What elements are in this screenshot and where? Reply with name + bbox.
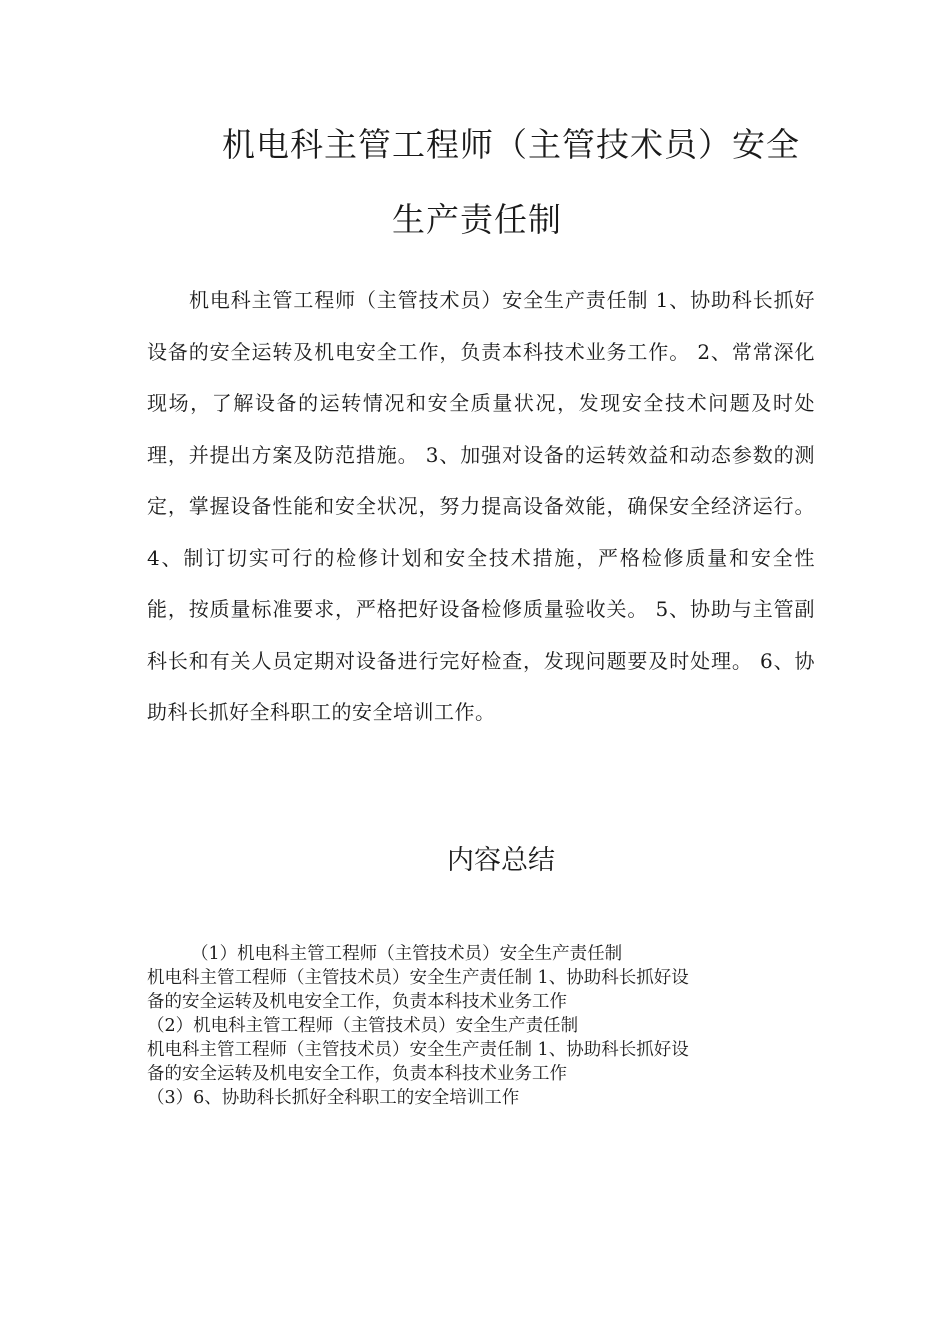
document-title-line-1: 机电科主管工程师（主管技术员）安全 <box>222 125 800 164</box>
summary-line: 备的安全运转及机电安全工作，负责本科技术业务工作 <box>147 1064 567 1084</box>
summary-line: 机电科主管工程师（主管技术员）安全生产责任制 1、协助科长抓好设 <box>147 1040 689 1060</box>
document-title-line-2: 生产责任制 <box>392 200 562 239</box>
document-body-paragraph: 机电科主管工程师（主管技术员）安全生产责任制 1、协助科长抓好设备的安全运转及机电安全工作，负责本科技术业务工作。 2、常常深化现场，了解设备的运转情况和安全质量状况，发现安全技术问题及时处理，并提出方案及防范措施。 3、加强对设备的运转效益和动态参数的测定，掌握设备性能和安全状况，努力提高设备效能，确保安全经济运行。 4、制订切实可行的检修计划和安全技术措施，严格检修质量和安全性能，按质量标准要求，严格把好设备检修质量验收关。 5、协助与主管副科长和有关人员定期对设备进行完好检查，发现问题要及时处理。 6、协助科长抓好全科职工的安全培训工作。 <box>147 288 815 724</box>
summary-line: （1）机电科主管工程师（主管技术员）安全生产责任制 <box>191 944 623 964</box>
summary-line: 机电科主管工程师（主管技术员）安全生产责任制 1、协助科长抓好设 <box>147 968 689 988</box>
summary-line: （2）机电科主管工程师（主管技术员）安全生产责任制 <box>147 1016 579 1036</box>
summary-block <box>147 942 815 1110</box>
summary-line: （3）6、协助科长抓好全科职工的安全培训工作 <box>147 1088 520 1108</box>
summary-line: 备的安全运转及机电安全工作，负责本科技术业务工作 <box>147 992 567 1012</box>
summary-heading: 内容总结 <box>447 845 555 876</box>
